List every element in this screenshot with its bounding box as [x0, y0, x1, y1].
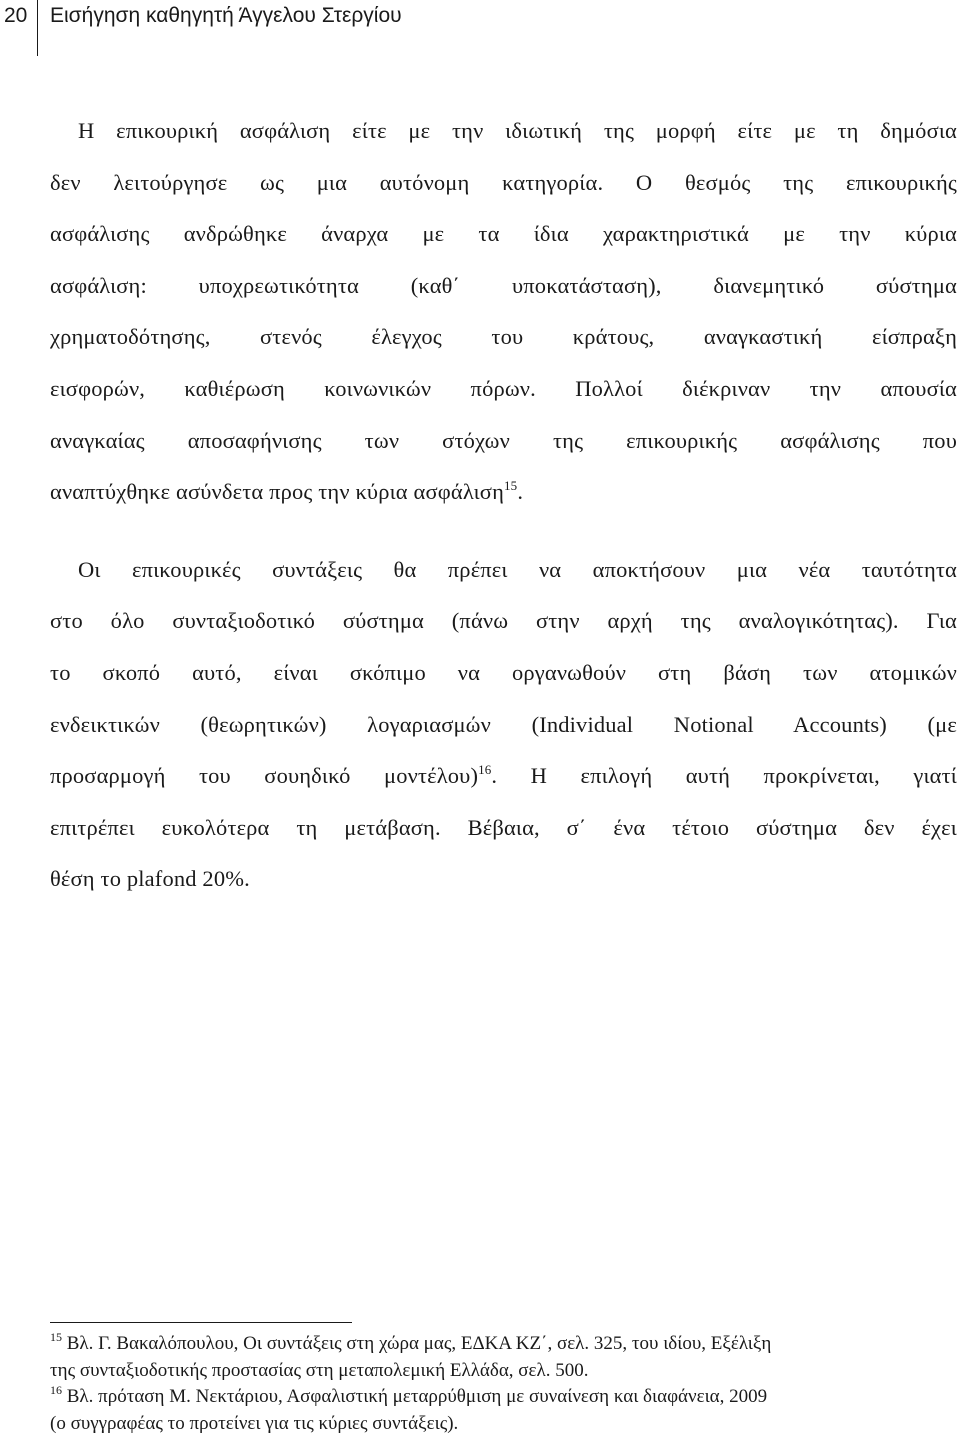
text-line: χρηματοδότησης, στενός έλεγχος του κράτους, αναγκαστική είσπραξη: [50, 324, 957, 350]
header-divider: [37, 0, 38, 56]
main-text: [50, 105, 960, 905]
text-fragment: . Η επιλογή αυτή προκρίνεται, γιατί: [491, 763, 957, 789]
text-line: ενδεικτικών (θεωρητικών) λογαριασμών (Individual Notional Accounts) (με: [50, 711, 957, 737]
text-line: Οι επικουρικές συντάξεις θα πρέπει να αποκτήσουν μια νέα ταυτότητα: [78, 556, 957, 582]
footnote-text: Βλ. Γ. Βακαλόπουλου, Οι συντάξεις στη χώρα μας, ΕΔΚΑ ΚΖ΄, σελ. 325, του ιδίου, Εξέλιξη: [62, 1333, 772, 1354]
text-line: επιτρέπει ευκολότερα τη μετάβαση. Βέβαια, σ΄ ένα τέτοιο σύστημα δεν έχει: [50, 814, 957, 840]
footnote-separator: [50, 1322, 352, 1323]
text-line: θέση το plafond 20%.: [50, 866, 250, 892]
text-line: εισφορών, καθιέρωση κοινωνικών πόρων. Πολλοί διέκριναν την απουσία: [50, 375, 957, 401]
paragraph-1: [50, 105, 960, 518]
text-line: στο όλο συνταξιοδοτικό σύστημα (πάνω στην αρχή της αναλογικότητας). Για: [50, 608, 957, 634]
text-line: ασφάλιση: υποχρεωτικότητα (καθ΄ υποκατάσταση), διανεμητικό σύστημα: [50, 272, 957, 298]
text-fragment: .: [517, 479, 524, 505]
text-line: ασφάλισης ανδρώθηκε άναρχα με τα ίδια χαρακτηριστικά με την κύρια: [50, 221, 957, 247]
footnote-text: Βλ. πρόταση Μ. Νεκτάριου, Ασφαλιστική μεταρρύθμιση με συναίνεση και διαφάνεια, 2009: [62, 1386, 768, 1407]
footnote-15: [50, 1331, 960, 1384]
text-line: αναγκαίας αποσαφήνισης των στόχων της επικουρικής ασφάλισης που: [50, 427, 957, 453]
text-fragment: αναπτύχθηκε ασύνδετα προς την κύρια ασφάλιση: [50, 479, 504, 505]
footnote-line: [50, 1331, 960, 1358]
page-number: 20: [4, 4, 28, 27]
text-line: [50, 750, 957, 802]
footnote-line: της συνταξιοδοτικής προστασίας στη μεταπολεμική Ελλάδα, σελ. 500.: [50, 1359, 589, 1381]
paragraph-2: [50, 544, 960, 905]
running-title: Εισήγηση καθηγητή Άγγελου Στεργίου: [50, 4, 402, 27]
footnote-ref-16[interactable]: 16: [478, 762, 492, 778]
footnotes: [50, 1331, 960, 1437]
footnote-ref-15[interactable]: 15: [504, 478, 518, 494]
text-line: δεν λειτούργησε ως μια αυτόνομη κατηγορία. Ο θεσμός της επικουρικής: [50, 169, 957, 195]
footnote-number: 15: [50, 1330, 62, 1344]
text-line: το σκοπό αυτό, είναι σκόπιμο να οργανωθούν στη βάση των ατομικών: [50, 659, 957, 685]
text-fragment: προσαρμογή του σουηδικό μοντέλου): [50, 763, 479, 789]
footnote-number: 16: [50, 1383, 62, 1397]
footnote-line: (ο συγγραφέας το προτείνει για τις κύριες συντάξεις).: [50, 1412, 459, 1434]
footnote-16: [50, 1384, 960, 1437]
text-line: Η επικουρική ασφάλιση είτε με την ιδιωτική της μορφή είτε με τη δημόσια: [78, 118, 957, 143]
text-line: [50, 466, 960, 518]
page-header: [0, 0, 960, 56]
footnote-line: [50, 1384, 960, 1411]
